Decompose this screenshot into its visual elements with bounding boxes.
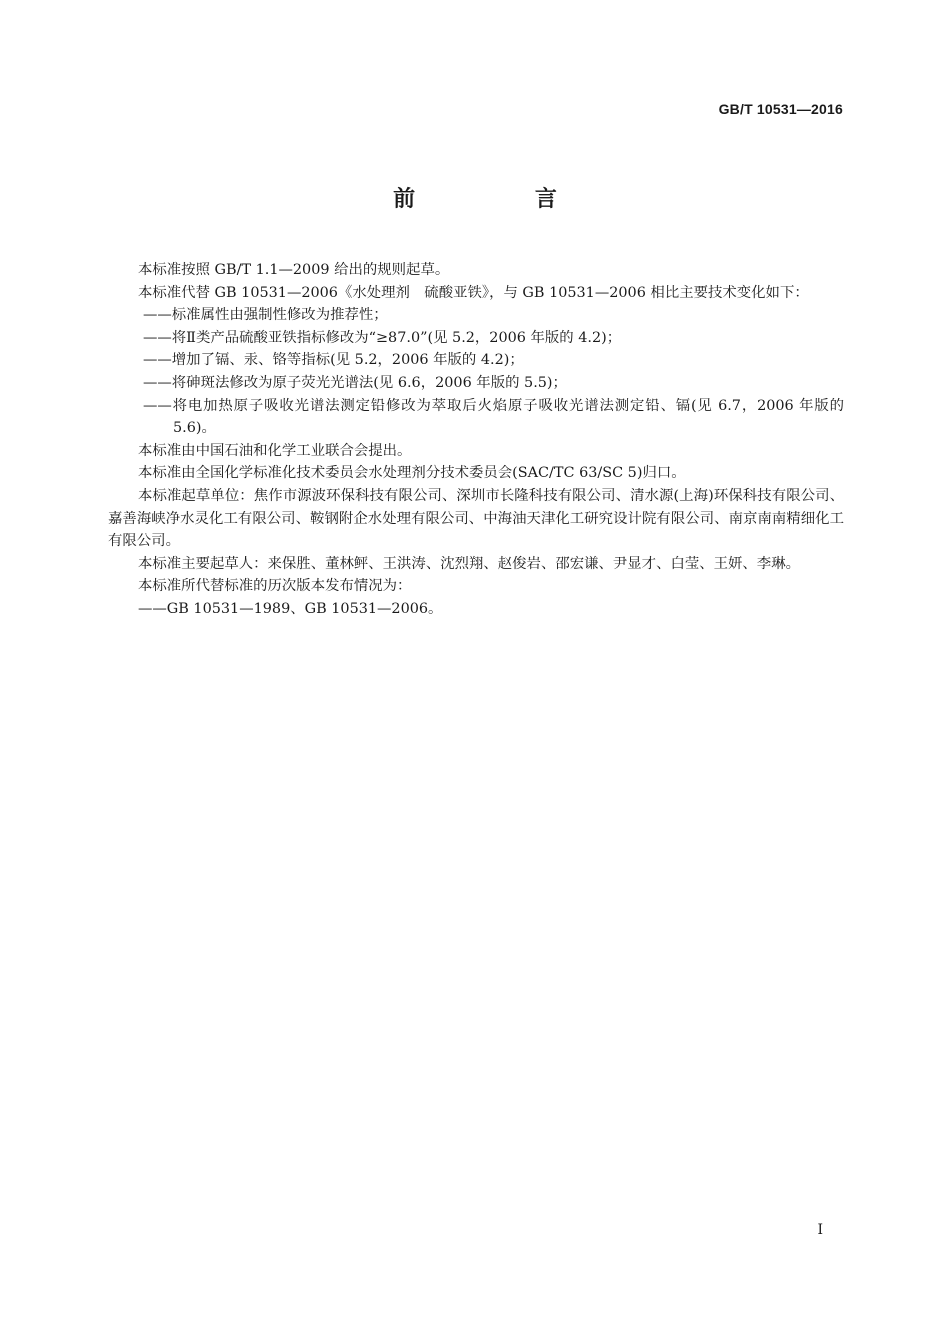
paragraph-history: 本标准所代替标准的历次版本发布情况为： — [138, 578, 412, 595]
paragraph-drafters: 本标准主要起草人：来保胜、董林鲆、王洪涛、沈烈翔、赵俊岩、邵宏谦、尹显才、白莹、王妍、李琳。 — [138, 555, 800, 572]
change-item-lead-method: ——将电加热原子吸收光谱法测定铅修改为萃取后火焰原子吸收光谱法测定铅、镉(见 6.7，2006 年版的 5.6)。 — [143, 397, 844, 437]
paragraph-replaces: 本标准代替 GB 10531—2006《水处理剂 硫酸亚铁》，与 GB 10531—2006 相比主要技术变化如下： — [138, 284, 809, 301]
change-item-arsenic-method: ——将砷斑法修改为原子荧光光谱法(见 6.6，2006 年版的 5.5)； — [143, 374, 567, 391]
paragraph-drafting-rules: 本标准按照 GB/T 1.1—2009 给出的规则起草。 — [138, 262, 450, 278]
paragraph-committee: 本标准由全国化学标准化技术委员会水处理剂分技术委员会(SAC/TC 63/SC 5)归口。 — [138, 465, 686, 482]
history-item: ——GB 10531—1989、GB 10531—2006。 — [138, 600, 443, 617]
standard-number-header: GB/T 10531—2016 — [718, 101, 843, 117]
page-title: 前 言 — [393, 187, 613, 212]
page-number: I — [817, 1222, 823, 1238]
paragraph-proposer: 本标准由中国石油和化学工业联合会提出。 — [138, 442, 412, 459]
change-item-attribute: ——标准属性由强制性修改为推荐性； — [143, 307, 388, 324]
paragraph-drafting-units: 本标准起草单位：焦作市源波环保科技有限公司、深圳市长隆科技有限公司、清水源(上海)环保科技有限公司、嘉善海峡净水灵化工有限公司、鞍钢附企水处理有限公司、中海油天津化工研究设计院有限公司、南京南南精细化工有限公司。 — [108, 487, 844, 550]
foreword-body — [108, 259, 844, 621]
change-item-added-indices: ——增加了镉、汞、铬等指标(见 5.2，2006 年版的 4.2)； — [143, 352, 524, 369]
change-item-class-ii-index: ——将Ⅱ类产品硫酸亚铁指标修改为“≥87.0”(见 5.2，2006 年版的 4.2)； — [143, 329, 622, 346]
